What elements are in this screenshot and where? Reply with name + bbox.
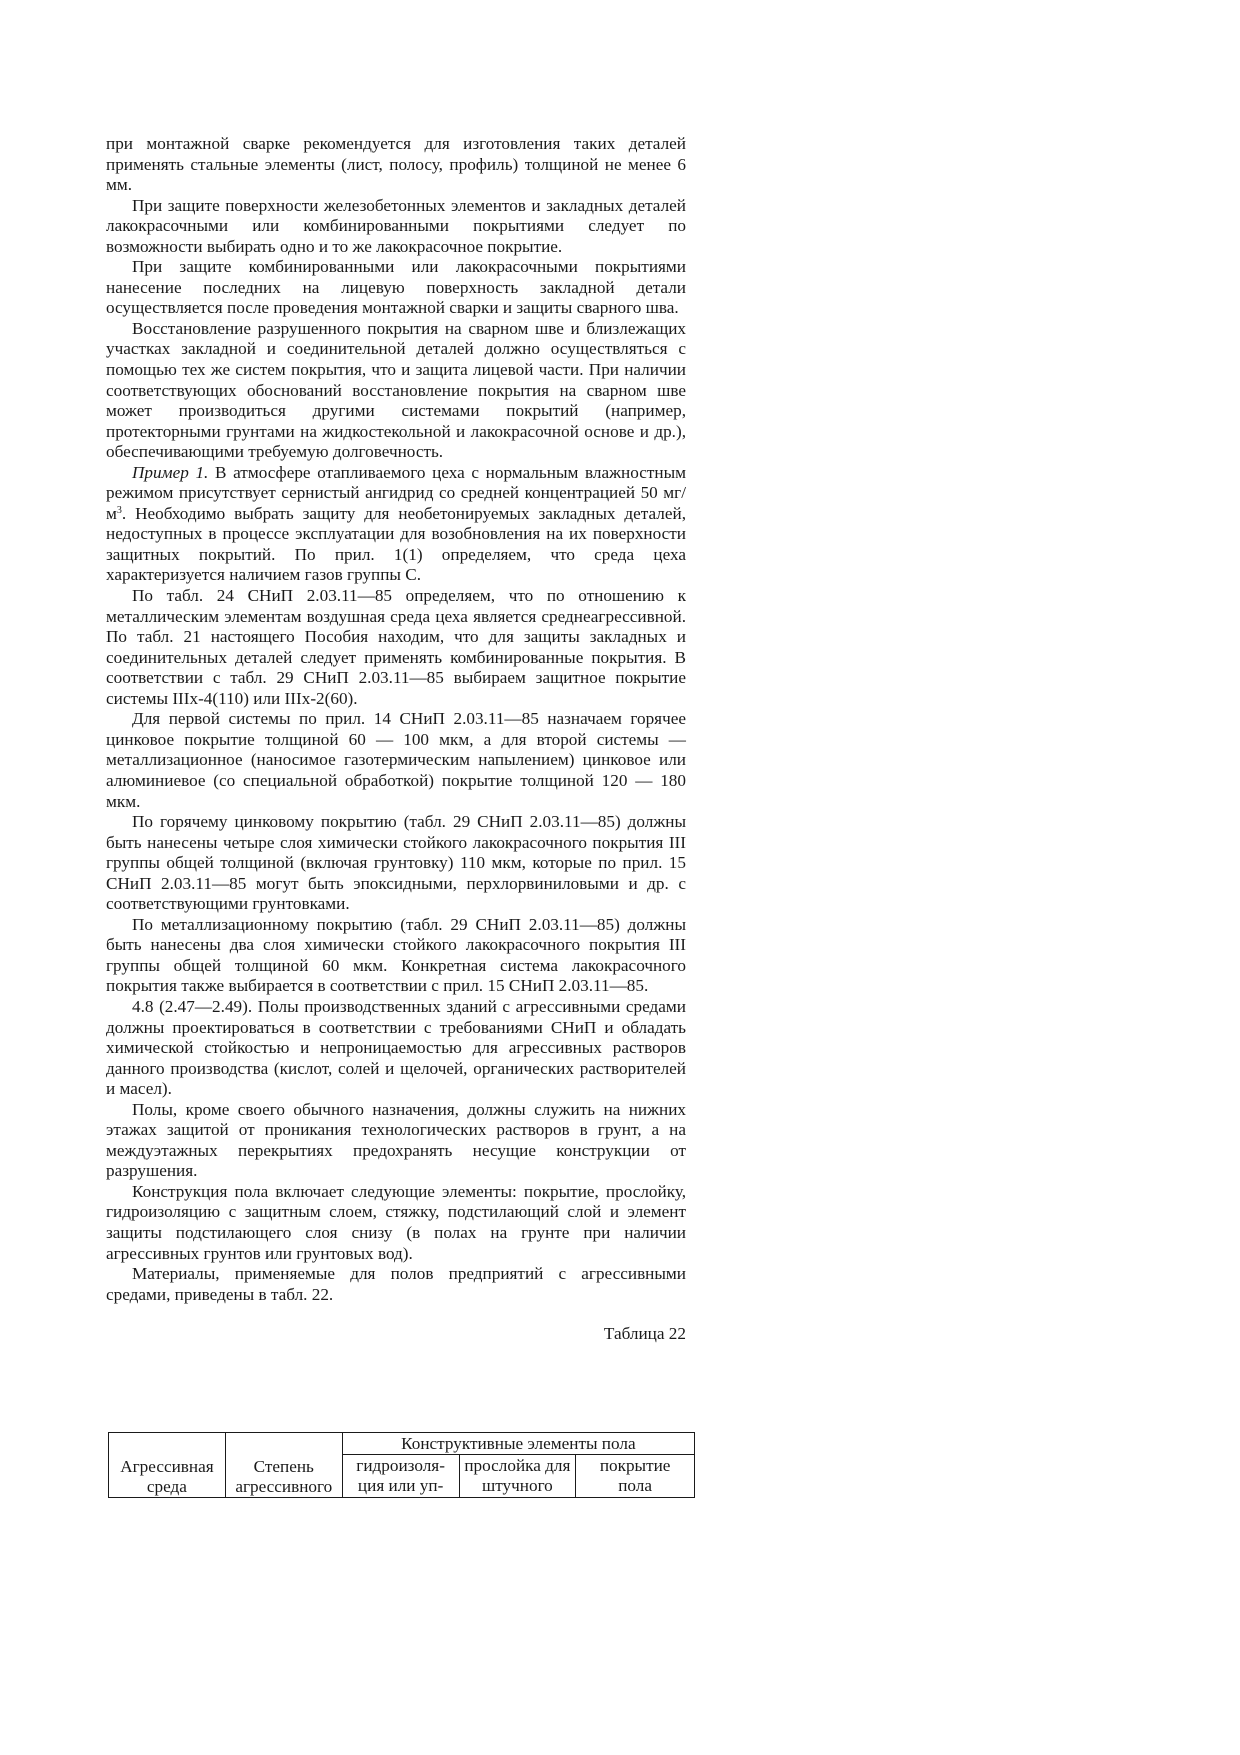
paragraph: По табл. 24 СНиП 2.03.11—85 определяем, что по отношению к металлическим элементам воздушная среда цеха является среднеагрессивной. По табл. 21 настоящего Пособия находим, что для защиты закладных и соединительных деталей следует применять комбинированные покрытия. В соответствии с табл. 29 СНиП 2.03.11—85 выбираем защитное покрытие системы IIIх-4(110) или IIIх-2(60). <box>106 586 686 708</box>
header-line: среда <box>146 1477 187 1496</box>
paragraph: Восстановление разрушенного покрытия на сварном шве и близлежащих участках закладной и соединительной деталей должно осуществляться с помощью тех же систем покрытия, что и защита лицевой части. При наличии соответствующих обоснований восстановление покрытия на сварном шве может производиться другими системами покрытий (например, протекторными грунтами на жидкостекольной и лакокрасочной основе и др.), обеспечивающими требуемую долговечность. <box>106 318 686 462</box>
example-label: Пример 1. <box>132 462 209 482</box>
header-line: прослойка для <box>464 1456 571 1476</box>
paragraph: Полы, кроме своего обычного назначения, должны служить на нижних этажах защитой от проникания технологических растворов в грунт, а на междуэтажных перекрытиях предохранять несущие конструкции от разрушения. <box>106 1099 686 1181</box>
header-floor-elements: Конструктивные элементы пола <box>342 1433 694 1455</box>
paragraph: По металлизационному покрытию (табл. 29 СНиП 2.03.11—85) должны быть нанесены два слоя химически стойкого лакокрасочного покрытия III группы общей толщиной 60 мкм. Конкретная система лакокрасочного покрытия также выбирается в соответствии с прил. 15 СНиП 2.03.11—85. <box>106 914 686 996</box>
document-body <box>106 134 686 1345</box>
paragraph-text: В атмосфере отапливаемого цеха с нормальным влажностным режимом присутствует сернистый ангидрид со средней концентрацией 50 мг/м <box>106 462 686 523</box>
paragraph: при монтажной сварке рекомендуется для изготовления таких деталей применять стальные элементы (лист, полосу, профиль) толщиной не менее 6 мм. <box>106 134 686 195</box>
header-line: Степень <box>253 1457 314 1476</box>
header-aggressive-medium <box>109 1433 226 1498</box>
paragraph-text: . Необходимо выбрать защиту для необетонируемых закладных деталей, недоступных в процессе эксплуатации для возобновления на их поверхности защитных покрытий. По прил. 1(1) определяем, что среда цеха характеризуется наличием газов группы С. <box>106 503 686 585</box>
paragraph: Для первой системы по прил. 14 СНиП 2.03.11—85 назначаем горячее цинковое покрытие толщиной 60 — 100 мкм, а для второй системы — металлизационное (наносимое газотермическим напылением) цинковое или алюминиевое (со специальной обработкой) покрытие толщиной 120 — 180 мкм. <box>106 709 686 811</box>
materials-table <box>108 1432 695 1498</box>
header-line: гидроизоля- <box>356 1456 445 1476</box>
header-waterproofing <box>342 1455 459 1498</box>
header-line: ция или уп- <box>357 1476 444 1496</box>
paragraph-example-1 <box>106 463 686 586</box>
paragraph: При защите комбинированными или лакокрасочными покрытиями нанесение последних на лицевую поверхность закладной детали осуществляется после проведения монтажной сварки и защиты сварного шва. <box>106 257 686 318</box>
paragraph: При защите поверхности железобетонных элементов и закладных деталей лакокрасочными или комбинированными покрытиями следует по возможности выбирать одно и то же лакокрасочное покрытие. <box>106 195 686 256</box>
paragraph: По горячему цинковому покрытию (табл. 29 СНиП 2.03.11—85) должны быть нанесены четыре слоя химически стойкого лакокрасочного покрытия III группы общей толщиной (включая грунтовку) 110 мкм, которые по прил. 15 СНиП 2.03.11—85 могут быть эпоксидными, перхлорвиниловыми и др. с соответствующими грунтовками. <box>106 812 686 914</box>
header-aggressiveness-degree <box>225 1433 342 1498</box>
paragraph: 4.8 (2.47—2.49). Полы производственных зданий с агрессивными средами должны проектироваться в соответствии с требованиями СНиП и обладать химической стойкостью и непроницаемостью для агрессивных растворов данного производства (кислот, солей и щелочей, органических растворителей и масел). <box>106 996 686 1099</box>
table-caption: Таблица 22 <box>603 1324 686 1344</box>
header-line: штучного <box>482 1476 553 1496</box>
header-line: Агрессивная <box>120 1457 214 1476</box>
paragraph: Конструкция пола включает следующие элементы: покрытие, прослойку, гидроизоляцию с защитным слоем, стяжку, подстилающий слой и элемент защиты подстилающего слоя снизу (в полах на грунте при наличии агрессивных грунтов или грунтовых вод). <box>106 1181 686 1263</box>
header-interlayer <box>459 1455 576 1498</box>
header-line: покрытие <box>599 1456 671 1476</box>
header-line: пола <box>618 1476 653 1496</box>
paragraph: Материалы, применяемые для полов предприятий с агрессивными средами, приведены в табл. 22. <box>106 1264 686 1304</box>
header-line: агрессивного <box>235 1477 333 1496</box>
superscript: 3 <box>116 504 122 516</box>
header-floor-covering <box>576 1455 695 1498</box>
